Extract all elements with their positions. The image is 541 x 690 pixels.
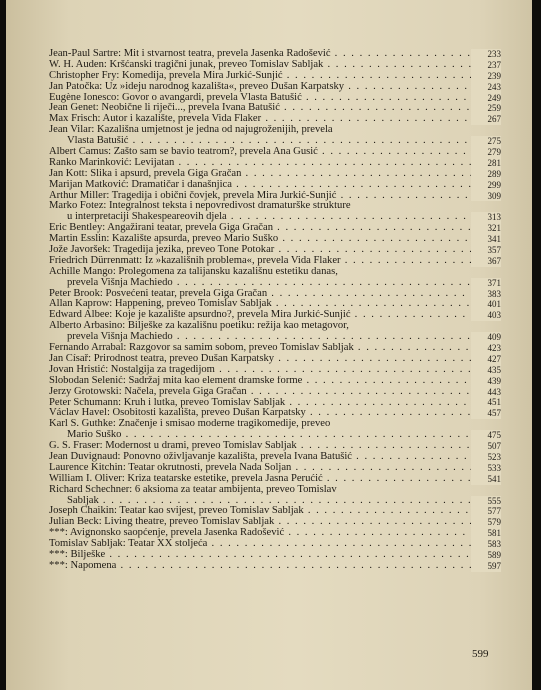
toc-entry <box>49 103 501 114</box>
toc-entry <box>49 223 501 234</box>
toc-entry-page: 457 <box>471 408 501 419</box>
toc-entry-page: 541 <box>471 474 501 485</box>
toc-entry <box>49 408 501 419</box>
toc-entry <box>49 463 501 474</box>
toc-entry <box>49 158 501 169</box>
toc-entry-page: 313 <box>471 212 501 223</box>
toc-entry-title: Jean Vilar: Kazališna umjetnost je jedna od najugroženijih, prevela <box>49 125 333 136</box>
toc-entry-title: Jan Patočka: Uz »ideju narodnog kazališta«, preveo Dušan Karpatsky . . . <box>49 82 501 93</box>
toc-entry-page: 409 <box>471 332 501 343</box>
toc-entry-page: 555 <box>471 496 501 507</box>
toc-entry-title: Jovan Hristić: Nostalgija za tragedijom . . . <box>49 365 501 376</box>
toc-entry-page: 523 <box>471 452 501 463</box>
toc-entry <box>49 506 501 517</box>
toc-entry-page: 237 <box>471 60 501 71</box>
toc-entry <box>49 376 501 387</box>
toc-entry-title: Marko Fotez: Integralnost teksta i nepovredivost dramaturške strukture <box>49 201 351 212</box>
toc-entry-title: W. H. Auden: Kršćanski tragični junak, preveo Tomislav Sabljak . . . <box>49 60 501 71</box>
toc-entry-title: Martin Esslin: Kazalište apsurda, preveo Mario Suško . . . <box>49 234 501 245</box>
toc-entry-continuation: prevela Višnja Machiedo . . . <box>49 332 501 343</box>
toc-entry-title: Tomislav Sabljak: Teatar XX stoljeća . . . <box>49 539 501 550</box>
toc-entry-title: Edward Albee: Koje je kazalište apsurdno?, prevela Mira Jurkić-Sunjić . . . <box>49 310 501 321</box>
toc-entry <box>49 365 501 376</box>
toc-entry-page: 249 <box>471 93 501 104</box>
toc-entry-title: Julian Beck: Living theatre, preveo Tomislav Sabljak . . . <box>49 517 501 528</box>
toc-entry-title: G. S. Fraser: Modernost u drami, preveo Tomislav Sabljak . . . <box>49 441 501 452</box>
toc-entry <box>49 441 501 452</box>
toc-entry-page: 451 <box>471 397 501 408</box>
toc-entry-title: Jean Genet: Neobične li riječi..., prevela Ivana Batušić . . . <box>49 103 501 114</box>
toc-entry <box>49 180 501 191</box>
toc-entry-title: Albert Camus: Zašto sam se bavio teatrom?, prevela Ana Gusić . . . <box>49 147 501 158</box>
toc-entry <box>49 49 501 60</box>
toc-entry-continuation: u interpretaciji Shakespeareovih djela . . . <box>49 212 501 223</box>
toc-entry-continuation: Mario Suško . . . <box>49 430 501 441</box>
toc-entry-title: William I. Oliver: Kriza teatarske estetike, prevela Jasna Perućić . . . <box>49 474 501 485</box>
toc-entry-page: 475 <box>471 430 501 441</box>
toc-entry-page: 367 <box>471 256 501 267</box>
toc-entry-page: 267 <box>471 114 501 125</box>
toc-entry <box>49 561 501 572</box>
toc-entry-title: Max Frisch: Autor i kazalište, prevela Vida Flaker . . . <box>49 114 501 125</box>
toc-entry <box>49 60 501 71</box>
toc-entry-title: Eugène Ionesco: Govor o avangardi, prevela Vlasta Batušić . . . <box>49 93 501 104</box>
toc-entry <box>49 71 501 82</box>
toc-entry-title: Achille Mango: Prolegomena za talijansku kazališnu estetiku danas, <box>49 266 338 277</box>
toc-entry <box>49 299 501 310</box>
toc-entry <box>49 321 501 343</box>
toc-entry-title: Jože Javoršek: Tragedija jezika, preveo Tone Potokar . . . <box>49 245 501 256</box>
toc-entry-title: Jan Kott: Slika i apsurd, prevela Giga Gračan . . . <box>49 169 501 180</box>
toc-entry-page: 597 <box>471 561 501 572</box>
toc-entry-title: Jean Duvignaud: Ponovno oživljavanje kazališta, prevela Ivana Batušić . . . <box>49 452 501 463</box>
toc-entry-title: Marijan Matković: Dramatičar i današnjica . . . <box>49 180 501 191</box>
toc-entry-page: 443 <box>471 387 501 398</box>
toc-entry <box>49 125 501 147</box>
toc-entry-title: Joseph Chaikin: Teatar kao svijest, preveo Tomislav Sabljak . . . <box>49 506 501 517</box>
toc-entry <box>49 310 501 321</box>
book-page <box>6 0 532 690</box>
toc-entry-title: Richard Schechner: 6 aksioma za teatar ambijenta, preveo Tomislav <box>49 484 337 495</box>
toc-entry-title: Peter Schumann: Kruh i lutka, preveo Tomislav Sabljak . . . <box>49 398 501 409</box>
toc-entry <box>49 474 501 485</box>
toc-entry <box>49 517 501 528</box>
toc-entry-page: 309 <box>471 191 501 202</box>
toc-entry-title: Laurence Kitchin: Teatar okrutnosti, prevela Nada Šoljan . . . <box>49 463 501 474</box>
toc-entry-title: Jan Císař: Prirodnost teatra, preveo Dušan Karpatsky . . . <box>49 354 501 365</box>
toc-entry-page: 583 <box>471 539 501 550</box>
toc-entry <box>49 539 501 550</box>
toc-entry-title: Slobodan Selenić: Sadržaj mita kao element dramske forme . . . <box>49 376 501 387</box>
toc-entry-title: Jerzy Grotowski: Načela, prevela Giga Gračan . . . <box>49 387 501 398</box>
toc-entry-page: 243 <box>471 82 501 93</box>
toc-entry <box>49 550 501 561</box>
toc-entry-title: Václav Havel: Osobitosti kazališta, preveo Dušan Karpatsky . . . <box>49 408 501 419</box>
toc-entry-page: 435 <box>471 365 501 376</box>
toc-entry-title: Ranko Marinković: Levijatan . . . <box>49 158 501 169</box>
toc-entry-page: 439 <box>471 376 501 387</box>
toc-entry-title: Christopher Fry: Komedija, prevela Mira Jurkić-Sunjić . . . <box>49 71 501 82</box>
toc-entry <box>49 419 501 441</box>
toc-entry-page: 321 <box>471 223 501 234</box>
toc-entry-continuation: Sabljak . . . <box>49 496 501 507</box>
toc-entry-page: 371 <box>471 278 501 289</box>
toc-entry-page: 383 <box>471 289 501 300</box>
toc-entry <box>49 398 501 409</box>
toc-entry-title: Friedrich Dürrenmatt: Iz »kazališnih problema«, prevela Vida Flaker . . . <box>49 256 501 267</box>
toc-entry <box>49 289 501 300</box>
toc-entry-page: 357 <box>471 245 501 256</box>
toc-entry-title: Karl S. Guthke: Značenje i smisao moderne tragikomedije, preveo <box>49 419 331 430</box>
toc-entry <box>49 256 501 267</box>
toc-entry-title: ***: Napomena . . . <box>49 561 501 572</box>
toc-entry-title: Arthur Miller: Tragedija i obični čovjek, prevela Mira Jurkić-Sunjić . . . <box>49 191 501 202</box>
toc-entry-page: 239 <box>471 71 501 82</box>
toc-entry <box>49 234 501 245</box>
toc-entry <box>49 191 501 202</box>
toc-entry-page: 401 <box>471 299 501 310</box>
toc-entry-continuation: prevela Višnja Machiedo . . . <box>49 278 501 289</box>
toc-entry-page: 577 <box>471 506 501 517</box>
table-of-contents <box>49 49 501 572</box>
toc-entry <box>49 485 501 507</box>
toc-entry-page: 299 <box>471 180 501 191</box>
toc-entry-page: 259 <box>471 103 501 114</box>
toc-entry-title: Alberto Arbasino: Bilješke za kazališnu poetiku: režija kao metagovor, <box>49 321 349 332</box>
toc-entry-page: 289 <box>471 169 501 180</box>
toc-entry <box>49 147 501 158</box>
toc-entry-page: 423 <box>471 343 501 354</box>
toc-entry <box>49 528 501 539</box>
toc-entry-title: ***: Avignonsko saopćenje, prevela Jasenka Radošević . . . <box>49 528 501 539</box>
toc-entry-page: 589 <box>471 550 501 561</box>
toc-entry-page: 279 <box>471 147 501 158</box>
toc-entry <box>49 267 501 289</box>
toc-entry <box>49 114 501 125</box>
toc-entry-page: 403 <box>471 310 501 321</box>
toc-entry <box>49 93 501 104</box>
toc-entry-title: Fernando Arrabal: Razgovor sa samim sobom, preveo Tomislav Sabljak . . . <box>49 343 501 354</box>
toc-entry-title: Peter Brook: Posvećeni teatar, prevela Giga Gračan . . . <box>49 289 501 300</box>
toc-entry-page: 233 <box>471 49 501 60</box>
toc-entry-continuation: Vlasta Batušić . . . <box>49 136 501 147</box>
toc-entry <box>49 354 501 365</box>
toc-entry <box>49 82 501 93</box>
toc-entry <box>49 245 501 256</box>
toc-entry-page: 533 <box>471 463 501 474</box>
toc-entry <box>49 387 501 398</box>
page-number: 599 <box>472 648 489 660</box>
toc-entry <box>49 452 501 463</box>
toc-entry-page: 581 <box>471 528 501 539</box>
toc-entry-page: 579 <box>471 517 501 528</box>
toc-entry-page: 341 <box>471 234 501 245</box>
toc-entry-title: Eric Bentley: Angažirani teatar, prevela Giga Gračan . . . <box>49 223 501 234</box>
toc-entry-page: 275 <box>471 136 501 147</box>
toc-entry-page: 281 <box>471 158 501 169</box>
toc-entry-title: Jean-Paul Sartre: Mit i stvarnost teatra, prevela Jasenka Radošević . . . <box>49 49 501 60</box>
toc-entry-page: 427 <box>471 354 501 365</box>
toc-entry-page: 507 <box>471 441 501 452</box>
toc-entry <box>49 343 501 354</box>
toc-entry-title: Allan Kaprow: Happening, preveo Tomislav Sabljak . . . <box>49 299 501 310</box>
toc-entry <box>49 169 501 180</box>
toc-entry-title: ***: Bilješke . . . <box>49 550 501 561</box>
toc-entry <box>49 201 501 223</box>
